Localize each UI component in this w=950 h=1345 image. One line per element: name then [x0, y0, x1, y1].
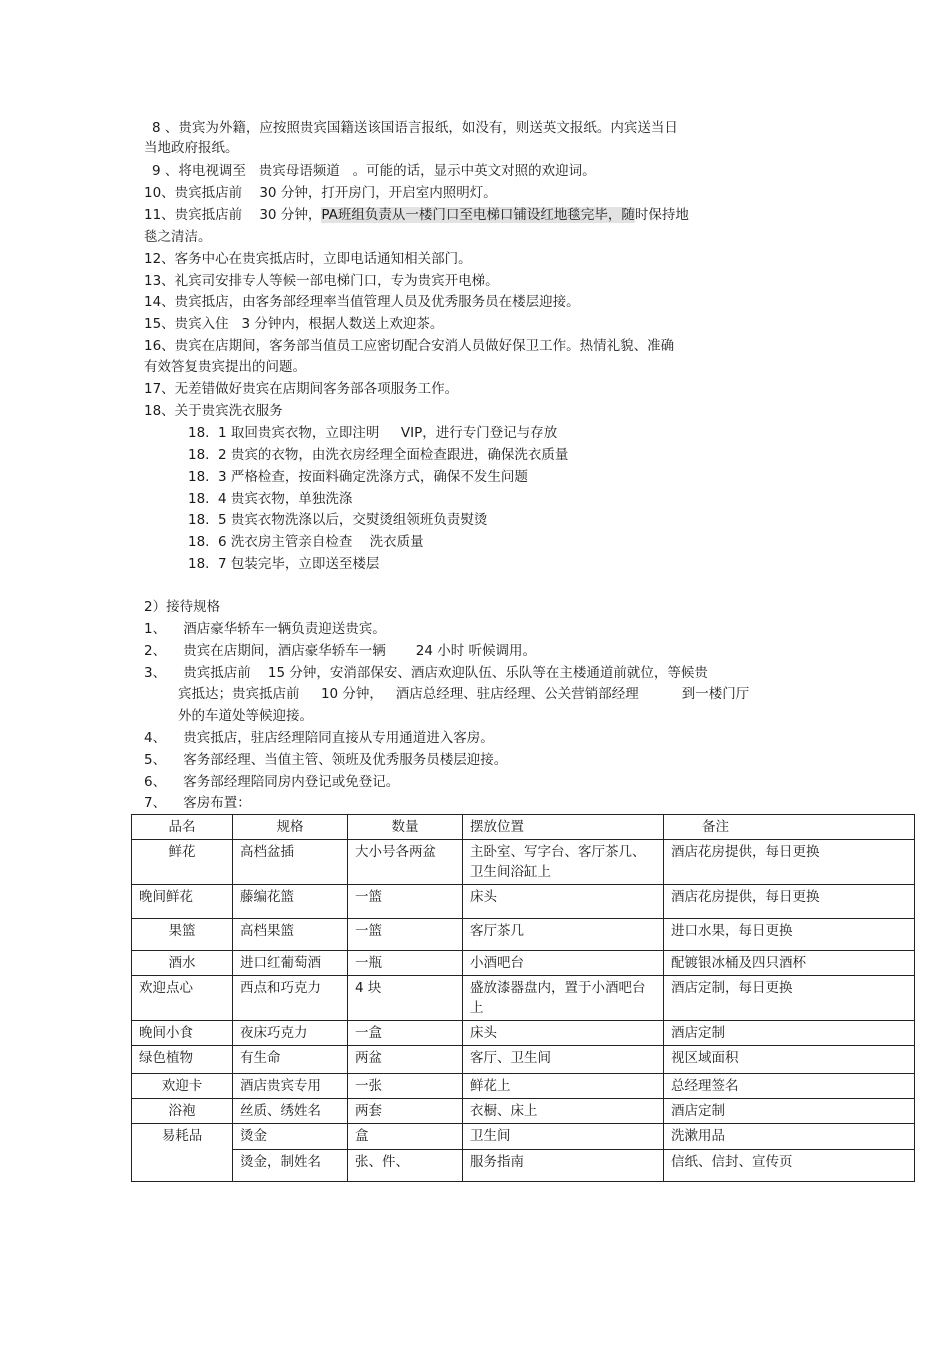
spec-item: 2、 贵宾在店期间，酒店豪华轿车一辆 24 小时 听候调用。 [144, 643, 537, 659]
table-cell: 盛放漆器盘内，置于小酒吧台上 [463, 976, 664, 1021]
table-cell: 酒店定制 [664, 1099, 915, 1124]
table-cell: 酒店花房提供，每日更换 [664, 840, 915, 885]
table-cell: 酒店定制，每日更换 [664, 976, 915, 1021]
table-cell: 进口水果，每日更换 [664, 919, 915, 951]
spec-item: 3、 贵宾抵店前 15 分钟，安消部保安、酒店欢迎队伍、乐队等在主楼通道前就位，等候贵 [144, 665, 708, 681]
laundry-item: 18. 4 贵宾衣物，单独洗涤 [188, 491, 353, 507]
header-cell: 规格 [233, 815, 348, 840]
text-line-9: 9 、将电视调至 贵宾母语频道 。可能的话，显示中英文对照的欢迎词。 [152, 163, 596, 179]
table-row [132, 885, 915, 919]
table-cell: 夜床巧克力 [233, 1021, 348, 1046]
table-cell: 酒水 [132, 951, 233, 976]
table-row [132, 1124, 915, 1150]
table-cell: 高档盆插 [233, 840, 348, 885]
table-cell: 一篮 [348, 885, 463, 919]
spec-item: 7、 客房布置： [144, 795, 251, 811]
table-cell: 总经理签名 [664, 1074, 915, 1099]
table-cell: 一张 [348, 1074, 463, 1099]
text-line-18: 18、关于贵宾洗衣服务 [144, 403, 283, 419]
section-heading: 2）接待规格 [144, 599, 221, 615]
laundry-item: 18. 3 严格检查，按面料确定洗涤方式，确保不发生问题 [188, 469, 528, 485]
table-cell: 欢迎卡 [132, 1074, 233, 1099]
table-row [132, 1099, 915, 1124]
header-cell: 备注 [664, 815, 915, 840]
table-cell: 两套 [348, 1099, 463, 1124]
header-cell: 品名 [132, 815, 233, 840]
text-line-10: 10、贵宾抵店前 30 分钟，打开房门，开启室内照明灯。 [144, 185, 497, 201]
table-cell: 浴袍 [132, 1099, 233, 1124]
table-cell: 易耗品 [132, 1124, 233, 1182]
table-cell: 鲜花 [132, 840, 233, 885]
table-cell: 衣橱、床上 [463, 1099, 664, 1124]
table-cell: 有生命 [233, 1046, 348, 1074]
table-cell: 4 块 [348, 976, 463, 1021]
table-cell: 西点和巧克力 [233, 976, 348, 1021]
text-line-17: 17、无差错做好贵宾在店期间客务部各项服务工作。 [144, 381, 459, 397]
text-line-11-end: 时保持地 [634, 207, 689, 223]
table-row [132, 976, 915, 1021]
table-cell: 晚间小食 [132, 1021, 233, 1046]
text-line-8-cont: 当地政府报纸。 [144, 140, 239, 156]
table-cell: 酒店定制 [664, 1021, 915, 1046]
text-line-12: 12、客务中心在贵宾抵店时，立即电话通知相关部门。 [144, 251, 472, 267]
highlighted-text: PA班组负责从一楼门口至电梯口铺设红地毯完毕，随 [321, 207, 635, 223]
table-row [132, 840, 915, 885]
table-cell: 张、件、 [348, 1150, 463, 1182]
table-cell: 小酒吧台 [463, 951, 664, 976]
spec-item: 4、 贵宾抵店，驻店经理陪同直接从专用通道进入客房。 [144, 730, 494, 746]
table-cell: 高档果篮 [233, 919, 348, 951]
table-cell: 丝质、绣姓名 [233, 1099, 348, 1124]
table-cell: 鲜花上 [463, 1074, 664, 1099]
table-cell: 酒店贵宾专用 [233, 1074, 348, 1099]
table-cell: 盒 [348, 1124, 463, 1150]
table-row [132, 1150, 915, 1182]
table-cell: 配镀银冰桶及四只酒杯 [664, 951, 915, 976]
table-cell: 一篮 [348, 919, 463, 951]
table-cell: 酒店花房提供，每日更换 [664, 885, 915, 919]
table-cell: 藤编花篮 [233, 885, 348, 919]
table-cell: 信纸、信封、宣传页 [664, 1150, 915, 1182]
text-line-14: 14、贵宾抵店，由客务部经理率当值管理人员及优秀服务员在楼层迎接。 [144, 294, 580, 310]
text-line-11 [144, 205, 689, 225]
header-cell: 摆放位置 [463, 815, 664, 840]
table-cell: 洗漱用品 [664, 1124, 915, 1150]
text-line-11-start: 11、贵宾抵店前 30 分钟， [144, 207, 322, 223]
text-line-16-cont: 有效答复贵宾提出的问题。 [144, 359, 306, 375]
laundry-item: 18. 7 包装完毕，立即送至楼层 [188, 556, 380, 572]
laundry-item: 18. 1 取回贵宾衣物，立即注明 VIP，进行专门登记与存放 [188, 425, 558, 441]
spec-item: 5、 客务部经理、当值主管、领班及优秀服务员楼层迎接。 [144, 752, 508, 768]
table-header-row [132, 815, 915, 840]
spec-item: 1、 酒店豪华轿车一辆负责迎送贵宾。 [144, 621, 386, 637]
table-row [132, 951, 915, 976]
text-line-8: 8 、贵宾为外籍，应按照贵宾国籍送该国语言报纸，如没有，则送英文报纸。内宾送当日 [152, 120, 678, 136]
table-cell: 进口红葡萄酒 [233, 951, 348, 976]
spec-item: 6、 客务部经理陪同房内登记或免登记。 [144, 774, 400, 790]
table-cell: 欢迎点心 [132, 976, 233, 1021]
table-cell: 床头 [463, 1021, 664, 1046]
table-cell: 客厅、卫生间 [463, 1046, 664, 1074]
text-line-15: 15、贵宾入住 3 分钟内，根据人数送上欢迎茶。 [144, 316, 444, 332]
header-cell: 数量 [348, 815, 463, 840]
text-line-13: 13、礼宾司安排专人等候一部电梯门口，专为贵宾开电梯。 [144, 273, 499, 289]
table-row [132, 1021, 915, 1046]
text-line-16: 16、贵宾在店期间，客务部当值员工应密切配合安消人员做好保卫工作。热情礼貌、准确 [144, 338, 675, 354]
table-cell: 卫生间 [463, 1124, 664, 1150]
laundry-item: 18. 5 贵宾衣物洗涤以后，交熨烫组领班负责熨烫 [188, 512, 488, 528]
table-cell: 视区域面积 [664, 1046, 915, 1074]
table-cell: 烫金，制姓名 [233, 1150, 348, 1182]
table-row [132, 1074, 915, 1099]
laundry-item: 18. 6 洗衣房主管亲自检查 洗衣质量 [188, 534, 424, 550]
room-setup-table [131, 814, 915, 1182]
laundry-item: 18. 2 贵宾的衣物，由洗衣房经理全面检查跟进，确保洗衣质量 [188, 447, 569, 463]
spec-item-cont: 宾抵达；贵宾抵店前 10 分钟， 酒店总经理、驻店经理、公关营销部经理 到一楼门厅 [178, 686, 750, 702]
table-cell: 晚间鲜花 [132, 885, 233, 919]
table-row [132, 919, 915, 951]
table-cell: 一盒 [348, 1021, 463, 1046]
spec-item-cont: 外的车道处等候迎接。 [178, 708, 313, 724]
table-cell: 烫金 [233, 1124, 348, 1150]
text-line-11-cont: 毯之清洁。 [144, 229, 212, 245]
table-cell: 果篮 [132, 919, 233, 951]
table-cell: 主卧室、写字台、客厅茶几、卫生间浴缸上 [463, 840, 664, 885]
table-cell: 服务指南 [463, 1150, 664, 1182]
table-cell: 一瓶 [348, 951, 463, 976]
table-cell: 两盆 [348, 1046, 463, 1074]
table-cell: 大小号各两盆 [348, 840, 463, 885]
table-cell: 绿色植物 [132, 1046, 233, 1074]
table-cell: 客厅茶几 [463, 919, 664, 951]
table-cell: 床头 [463, 885, 664, 919]
table-row [132, 1046, 915, 1074]
